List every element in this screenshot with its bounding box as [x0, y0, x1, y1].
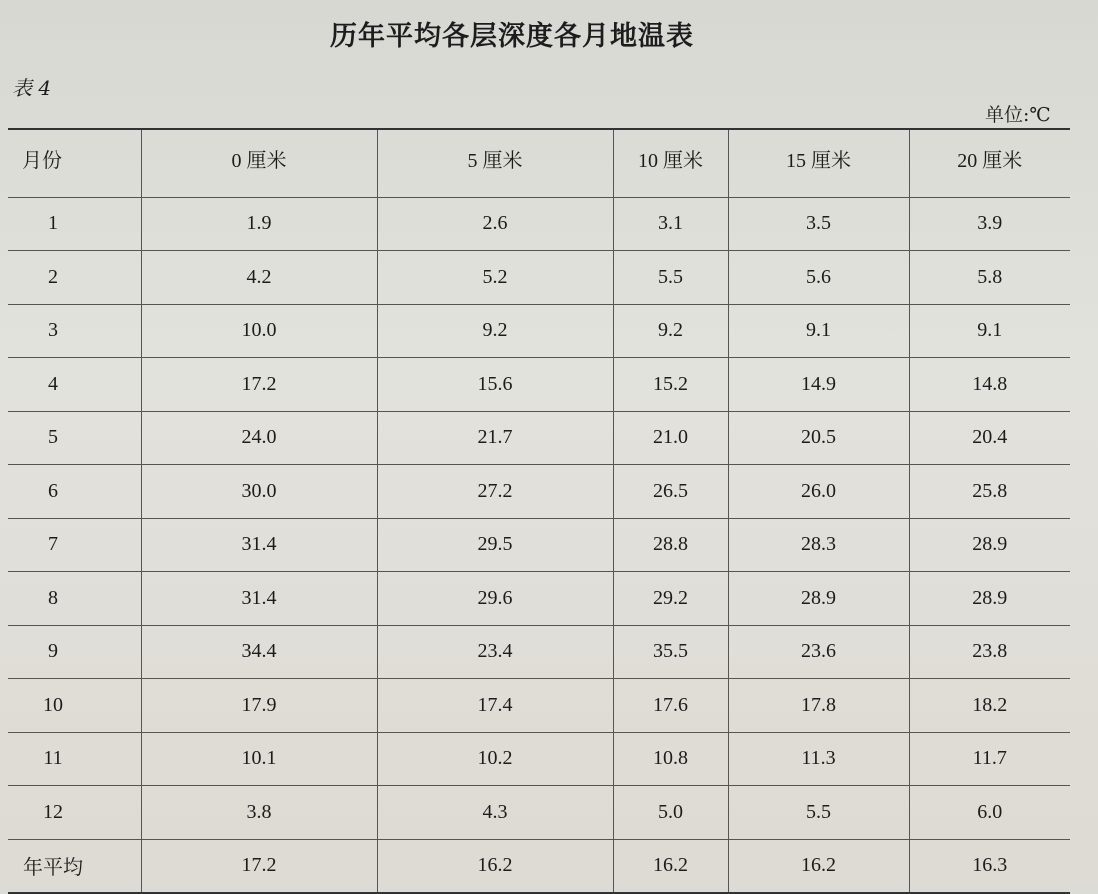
unit-label: 单位:℃	[985, 104, 1051, 126]
depth-10cm-cell: 3.1	[613, 197, 728, 251]
depth-20cm-cell: 6.0	[909, 786, 1070, 840]
month-cell	[8, 304, 141, 358]
depth-5cm-cell: 29.6	[377, 572, 613, 626]
header-depth-10cm: 10 厘米	[613, 129, 728, 197]
depth-5cm-cell: 4.3	[377, 786, 613, 840]
depth-10cm-cell: 26.5	[613, 465, 728, 519]
depth-20cm-cell: 14.8	[909, 358, 1070, 412]
depth-15cm-cell: 5.6	[728, 251, 909, 305]
soil-temperature-table	[8, 128, 1070, 894]
depth-0cm-cell: 10.1	[141, 732, 377, 786]
depth-5cm-cell: 17.4	[377, 679, 613, 733]
table-header-row	[8, 129, 1070, 197]
depth-20cm-cell: 9.1	[909, 304, 1070, 358]
month-label: 7	[48, 533, 58, 556]
depth-10cm-cell: 21.0	[613, 411, 728, 465]
month-label: 12	[43, 800, 63, 823]
month-label: 2	[48, 265, 58, 288]
depth-15cm-cell: 11.3	[728, 732, 909, 786]
month-label: 9	[48, 640, 58, 663]
depth-5cm-cell: 15.6	[377, 358, 613, 412]
depth-5cm-cell: 29.5	[377, 518, 613, 572]
depth-20cm-cell: 23.8	[909, 625, 1070, 679]
depth-0cm-cell: 17.2	[141, 839, 377, 893]
depth-5cm-cell: 2.6	[377, 197, 613, 251]
table-row	[8, 197, 1070, 251]
depth-15cm-cell: 20.5	[728, 411, 909, 465]
depth-10cm-cell: 10.8	[613, 732, 728, 786]
month-label: 3	[48, 319, 58, 342]
header-month: 月份	[22, 150, 62, 172]
depth-10cm-cell: 15.2	[613, 358, 728, 412]
month-label: 4	[48, 372, 58, 395]
header-depth-20cm: 20 厘米	[909, 129, 1070, 197]
table-row	[8, 572, 1070, 626]
depth-0cm-cell: 17.9	[141, 679, 377, 733]
table-row	[8, 358, 1070, 412]
depth-15cm-cell: 28.3	[728, 518, 909, 572]
header-depth-15cm: 15 厘米	[728, 129, 909, 197]
depth-15cm-cell: 5.5	[728, 786, 909, 840]
table-row	[8, 786, 1070, 840]
month-cell	[8, 411, 141, 465]
depth-20cm-cell: 18.2	[909, 679, 1070, 733]
depth-10cm-cell: 28.8	[613, 518, 728, 572]
depth-0cm-cell: 30.0	[141, 465, 377, 519]
month-label: 11	[43, 747, 63, 770]
depth-0cm-cell: 10.0	[141, 304, 377, 358]
table-body	[8, 197, 1070, 893]
month-label: 6	[48, 479, 58, 502]
depth-10cm-cell: 35.5	[613, 625, 728, 679]
table-row	[8, 518, 1070, 572]
depth-0cm-cell: 31.4	[141, 572, 377, 626]
depth-0cm-cell: 31.4	[141, 518, 377, 572]
table-row	[8, 411, 1070, 465]
document-title: 历年平均各层深度各月地温表	[330, 21, 694, 52]
depth-15cm-cell: 3.5	[728, 197, 909, 251]
month-label: 10	[43, 693, 63, 716]
depth-10cm-cell: 29.2	[613, 572, 728, 626]
depth-20cm-cell: 20.4	[909, 411, 1070, 465]
depth-15cm-cell: 17.8	[728, 679, 909, 733]
table-row	[8, 625, 1070, 679]
month-cell	[8, 572, 141, 626]
depth-15cm-cell: 16.2	[728, 839, 909, 893]
table-row	[8, 304, 1070, 358]
month-cell	[8, 197, 141, 251]
depth-10cm-cell: 9.2	[613, 304, 728, 358]
depth-20cm-cell: 25.8	[909, 465, 1070, 519]
month-cell	[8, 732, 141, 786]
header-depth-5cm: 5 厘米	[377, 129, 613, 197]
depth-15cm-cell: 9.1	[728, 304, 909, 358]
table-row	[8, 679, 1070, 733]
depth-0cm-cell: 24.0	[141, 411, 377, 465]
month-cell	[8, 251, 141, 305]
depth-10cm-cell: 17.6	[613, 679, 728, 733]
depth-0cm-cell: 4.2	[141, 251, 377, 305]
header-depth-0cm: 0 厘米	[141, 129, 377, 197]
month-label: 5	[48, 426, 58, 449]
month-label: 8	[48, 586, 58, 609]
month-cell	[8, 786, 141, 840]
depth-0cm-cell: 34.4	[141, 625, 377, 679]
depth-10cm-cell: 16.2	[613, 839, 728, 893]
depth-10cm-cell: 5.5	[613, 251, 728, 305]
depth-10cm-cell: 5.0	[613, 786, 728, 840]
depth-5cm-cell: 16.2	[377, 839, 613, 893]
depth-15cm-cell: 23.6	[728, 625, 909, 679]
month-cell	[8, 679, 141, 733]
month-cell	[8, 465, 141, 519]
depth-5cm-cell: 9.2	[377, 304, 613, 358]
depth-0cm-cell: 1.9	[141, 197, 377, 251]
depth-20cm-cell: 28.9	[909, 572, 1070, 626]
depth-0cm-cell: 17.2	[141, 358, 377, 412]
table-row	[8, 732, 1070, 786]
depth-5cm-cell: 10.2	[377, 732, 613, 786]
month-label: 1	[48, 212, 58, 235]
depth-5cm-cell: 27.2	[377, 465, 613, 519]
depth-5cm-cell: 23.4	[377, 625, 613, 679]
table-row	[8, 251, 1070, 305]
table-row	[8, 465, 1070, 519]
month-label: 年平均	[23, 857, 83, 880]
month-cell	[8, 625, 141, 679]
depth-0cm-cell: 3.8	[141, 786, 377, 840]
depth-5cm-cell: 21.7	[377, 411, 613, 465]
depth-15cm-cell: 26.0	[728, 465, 909, 519]
depth-15cm-cell: 28.9	[728, 572, 909, 626]
table-label: 表 4	[12, 76, 52, 100]
depth-20cm-cell: 28.9	[909, 518, 1070, 572]
depth-20cm-cell: 3.9	[909, 197, 1070, 251]
month-cell	[8, 358, 141, 412]
depth-20cm-cell: 16.3	[909, 839, 1070, 893]
month-cell	[8, 518, 141, 572]
depth-5cm-cell: 5.2	[377, 251, 613, 305]
depth-15cm-cell: 14.9	[728, 358, 909, 412]
depth-20cm-cell: 5.8	[909, 251, 1070, 305]
depth-20cm-cell: 11.7	[909, 732, 1070, 786]
